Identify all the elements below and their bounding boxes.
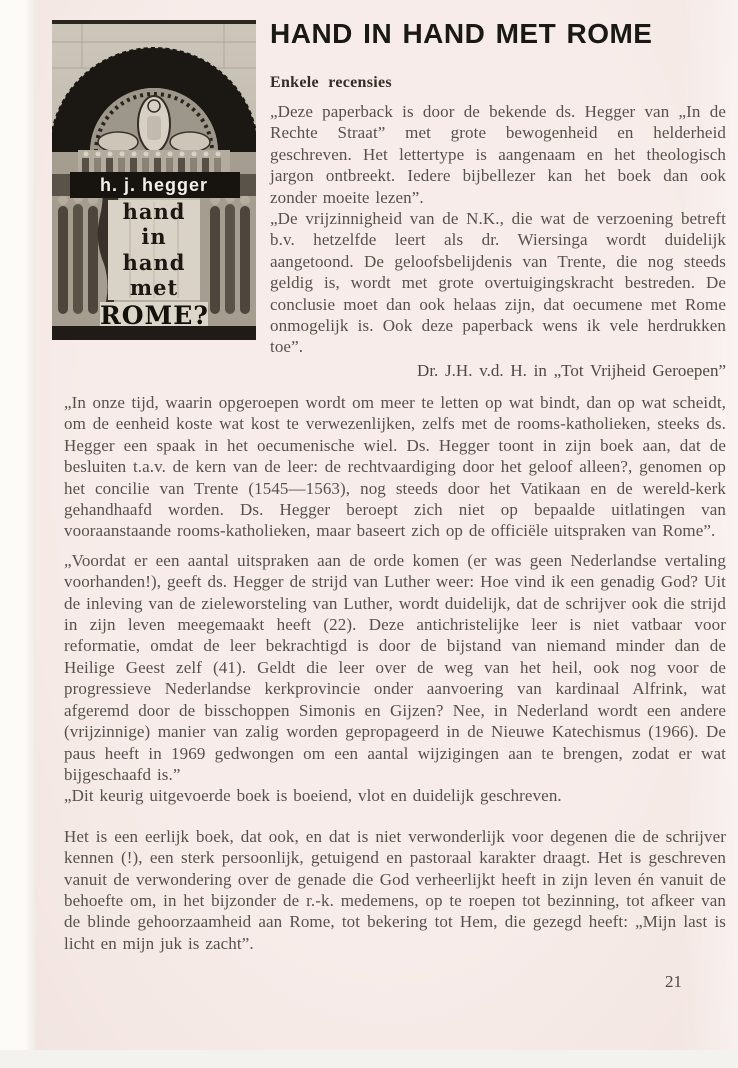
scanned-book-page (36, 0, 738, 1050)
book-cover-photo (52, 20, 256, 340)
body-text (64, 392, 726, 954)
cover-title-rome: ROME? (100, 301, 209, 330)
review-paragraph-1: „Deze paperback is door de bekende ds. Hegger van „In de Rechte Straat” met grote bewogenheid en helderheid geschreven. Het lettertype is aangenaam en het theologisch jargon ontbreekt. Iedere bijbellezer kan het boek dan ook zonder moeite lezen”. (270, 102, 726, 207)
body-paragraph-4: Het is een eerlijk boek, dat ook, en dat is niet verwonderlijk voor degenen die de schrijver kennen (!), een sterk persoonlijk, getuigend en pastoraal karakter draagt. Het is geschreven vanuit de verwondering over de genade die God verheerlijkt heeft in zijn leven én vanuit de behoefte om, in het bijzonder de r.-k. medemens, op te roepen tot bezinning, tot afkeer van de blinde gehoorzaamheid aan Rome, tot bekering tot Hem, die gezegd heeft: „Mijn last is licht en mijn juk is zacht”. (64, 826, 726, 953)
review-quotes (270, 101, 726, 381)
section-subtitle: Enkele recensies (270, 74, 392, 91)
scanner-edge (0, 0, 36, 1068)
cover-title-line: hand (122, 249, 186, 275)
review-attribution: Dr. J.H. v.d. H. in „Tot Vrijheid Geroepen” (417, 360, 726, 380)
page-number: 21 (665, 972, 682, 991)
cover-title-line: met (129, 274, 179, 300)
cover-title (110, 201, 198, 299)
cover-author-name: h. j. hegger (99, 175, 208, 195)
scanner-edge-bottom (0, 1050, 738, 1068)
review-column (270, 20, 726, 381)
cover-title-line: in (141, 224, 167, 250)
cover-title-line: hand (122, 199, 186, 224)
body-paragraph-3: „Dit keurig uitgevoerde boek is boeiend, vlot en duidelijk geschreven. (64, 786, 562, 806)
body-paragraph-1: „In onze tijd, waarin opgeroepen wordt om meer te letten op wat bindt, dan op wat scheidt, om de eenheid koste wat kost te verwezenlijken, zelfs met de rooms-katholieken, steeks ds. Hegger een spaak in het oecumenische wiel. Ds. Hegger toont in zijn boek aan, dat de besluiten t.a.v. de kern van de leer: de rechtvaardiging door het geloof alleen?, genomen op het concilie van Trente (1545—1563), nog steeds door het Vatikaan en de wereld-kerk gehandhaafd worden. Ds. Hegger beroept zich niet op bepaalde uitlatingen van vooraanstaande rooms-katholieken, maar baseert zich op de officiële uitspraken van Rome”. (64, 393, 726, 541)
review-paragraph-2: „De vrijzinnigheid van de N.K., die wat de verzoening betreft b.v. hetzelfde leert als dr. Wiersinga wordt duidelijk aangetoond. De geloofsbelijdenis van Trente, die nog steeds geldig is, wordt met grote overtuigingskracht bestreden. De conclusie moet dan ook helaas zijn, dat oecumene met Rome onmogelijk is. Ook deze paperback wens ik vele herdrukken toe”. (270, 209, 726, 357)
page-title: HAND IN HAND MET ROME (270, 18, 653, 49)
body-paragraph-2: „Voordat er een aantal uitspraken aan de orde komen (er was geen Nederlandse vertaling voorhanden!), geeft ds. Hegger de strijd van Luther weer: Hoe vind ik een genadig God? Uit de inleving van de zieleworsteling van Luther, wordt duidelijk, dat de schrijver ook die strijd in zijn leven meegemaakt heeft (22). Deze antichristelijke leer is niet vatbaar voor reformatie, omdat de leer bekrachtigd is door de bijstand van niemand minder dan de Heilige Geest zelf (41). Geldt die leer over de weg van het heil, ook nog voor de progressieve Nederlandse kerkprovincie onder aanvoering van kardinaal Alfrink, wat afgeremd door de bisschoppen Simonis en Gijzen? Nee, in Nederland wordt een andere (vrijzinnige) manier van zalig worden gepropageerd in de Nieuwe Katechismus (1966). De paus heeft in 1969 gedwongen om een aantal wijzigingen aan te brengen, zodat er wat bijgeschaafd is.” (64, 550, 726, 784)
